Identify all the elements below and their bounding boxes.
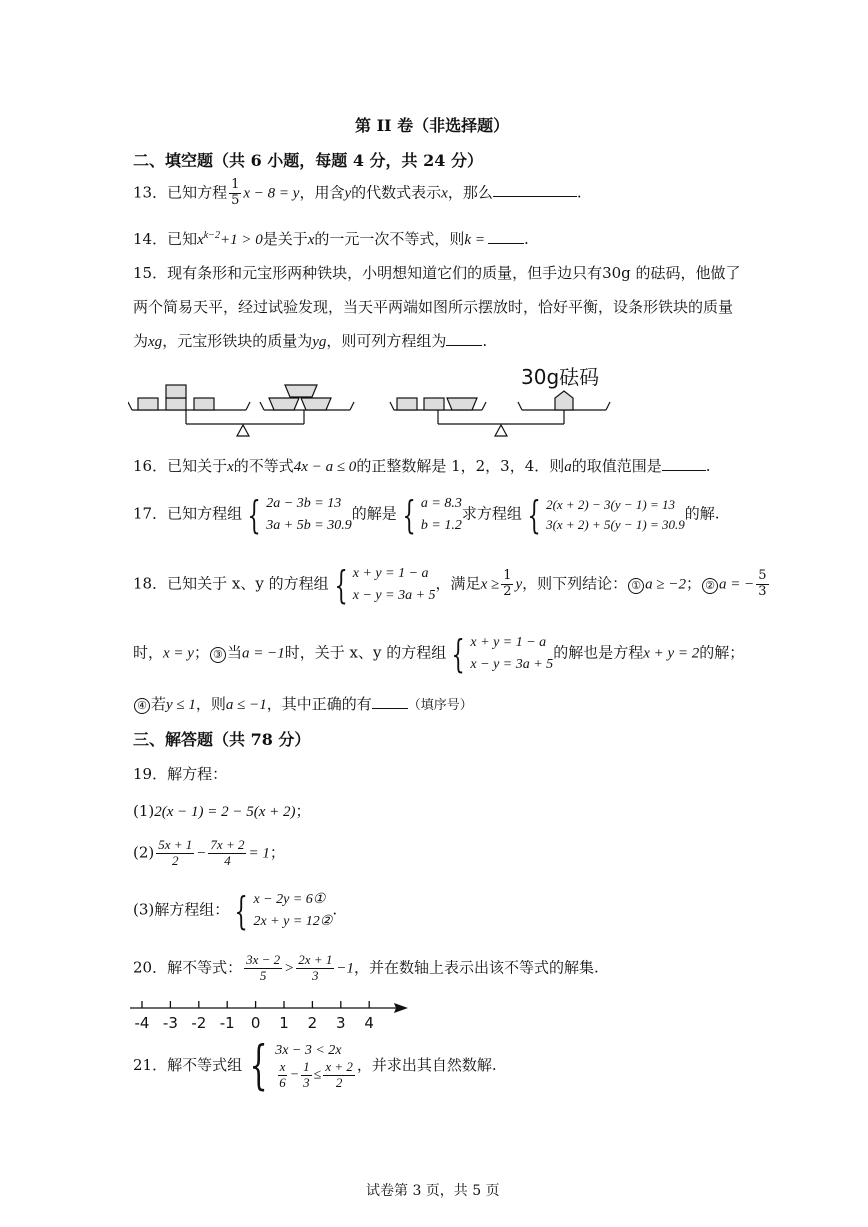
number-line-tick-label: -1 — [219, 1014, 235, 1032]
question-15-line2: 两个简易天平，经过试验发现，当天平两端如图所示摆放时，恰好平衡，设条形铁块的质量 — [133, 298, 734, 316]
answer-blank[interactable] — [372, 707, 408, 709]
question-18-line1: 18．已知关于 x、y 的方程组 { x + y = 1 − a x − y = 3a + 5 ，满足x ≥ $\frac{1}{2}$ y，则下列结论： ① a ≥ −2； ② a = − $\frac{5}{3}$ — [133, 562, 767, 607]
ingot-block — [269, 398, 299, 410]
number-line-tick-label: 4 — [364, 1014, 374, 1032]
question-14: 14．已知$x^{k-2}+1 > 0$是关于x的一元一次不等式，则k = . — [133, 230, 529, 248]
balance-figure — [128, 362, 618, 440]
fill-in-heading: 二、填空题（共 6 小题，每题 4 分，共 24 分） — [133, 151, 483, 170]
number-line-tick-label: -4 — [134, 1014, 150, 1032]
weight-label: 30g砝码 — [521, 365, 600, 389]
page-footer: 试卷第 3 页，共 5 页 — [366, 1183, 500, 1199]
question-19-title: 19．解方程： — [133, 765, 228, 783]
number-line-tick-label: 1 — [279, 1014, 289, 1032]
number-line-tick-label: 3 — [336, 1014, 346, 1032]
bar-block — [194, 398, 214, 410]
left-balance — [128, 385, 354, 436]
bar-block — [397, 398, 417, 410]
weight-block — [555, 391, 573, 410]
answer-blank[interactable] — [488, 242, 524, 244]
bar-block — [166, 398, 186, 410]
bar-block — [138, 398, 158, 410]
number-line — [126, 998, 416, 1032]
answer-blank[interactable] — [662, 469, 706, 471]
right-balance — [390, 391, 610, 436]
section-title: 第 II 卷（非选择题） — [355, 116, 510, 135]
number-line-tick-label: 0 — [250, 1014, 261, 1032]
bar-block — [166, 385, 186, 398]
answer-blank[interactable] — [446, 344, 482, 346]
question-18-line3: ④ 若y ≤ 1，则a ≤ −1，其中正确的有 （填序号） — [133, 693, 473, 714]
number-line-tick-label: 2 — [307, 1014, 318, 1032]
bar-block — [424, 398, 444, 410]
question-15-line3: 为xg，元宝形铁块的质量为yg，则可列方程组为 . — [133, 332, 488, 350]
question-20: 20．解不等式： $\frac{3x - 2}{5}$ > $\frac{2x + 1}{3}$ −1，并在数轴上表示出该不等式的解集. — [133, 952, 599, 983]
question-19-part1: (1)2(x − 1) = 2 − 5(x + 2)； — [133, 802, 311, 820]
ingot-block — [285, 385, 317, 397]
question-19-part2: (2) $\frac{5x + 1}{2}$ − $\frac{7x + 2}{4}$ = 1； — [133, 837, 285, 868]
question-19-part3: (3)解方程组： { x − 2y = 6① 2x + y = 12② . — [133, 888, 338, 933]
question-13: 13．已知方程 $\frac{1}{5}$ x − 8 = y，用含y的代数式表示x，那么 . — [133, 177, 582, 208]
question-17: 17．已知方程组 { 2a − 3b = 13 3a + 5b = 30.9 的解是 { a = 8.3 b = 1.2 求方程组 { 2(x + 2) − 3(y − 1) = 13 3(x + 2) + 5(y − 1) = 30.9 的解. — [133, 492, 720, 537]
question-18-line2: 时，x = y； ③ 当a = −1时，关于 x、y 的方程组 { x + y = 1 − a x − y = 3a + 5 的解也是方程x + y = 2的解； — [133, 631, 745, 676]
question-21: 21．解不等式组 { 3x − 3 < 2x $\frac{x}{6}$ − $\frac{1}{3}$ ≤ $\frac{x + 2}{2}$ ，并求出其自然数解. — [133, 1036, 497, 1096]
number-line-tick-label: -3 — [162, 1014, 178, 1032]
ingot-block — [301, 398, 331, 410]
number-line-tick-label: -2 — [191, 1014, 207, 1032]
question-15-line1: 15．现有条形和元宝形两种铁块，小明想知道它们的质量，但手边只有30g 的砝码，他做了 — [133, 264, 741, 282]
question-16: 16．已知关于x的不等式4x − a ≤ 0的正整数解是 1，2，3，4．则a的取值范围是 . — [133, 457, 711, 475]
ingot-block — [447, 398, 477, 410]
solve-heading: 三、解答题（共 78 分） — [133, 730, 311, 749]
number-line-arrow — [394, 1003, 408, 1013]
answer-blank[interactable] — [493, 195, 577, 197]
number-line-ticks — [135, 1001, 374, 1032]
